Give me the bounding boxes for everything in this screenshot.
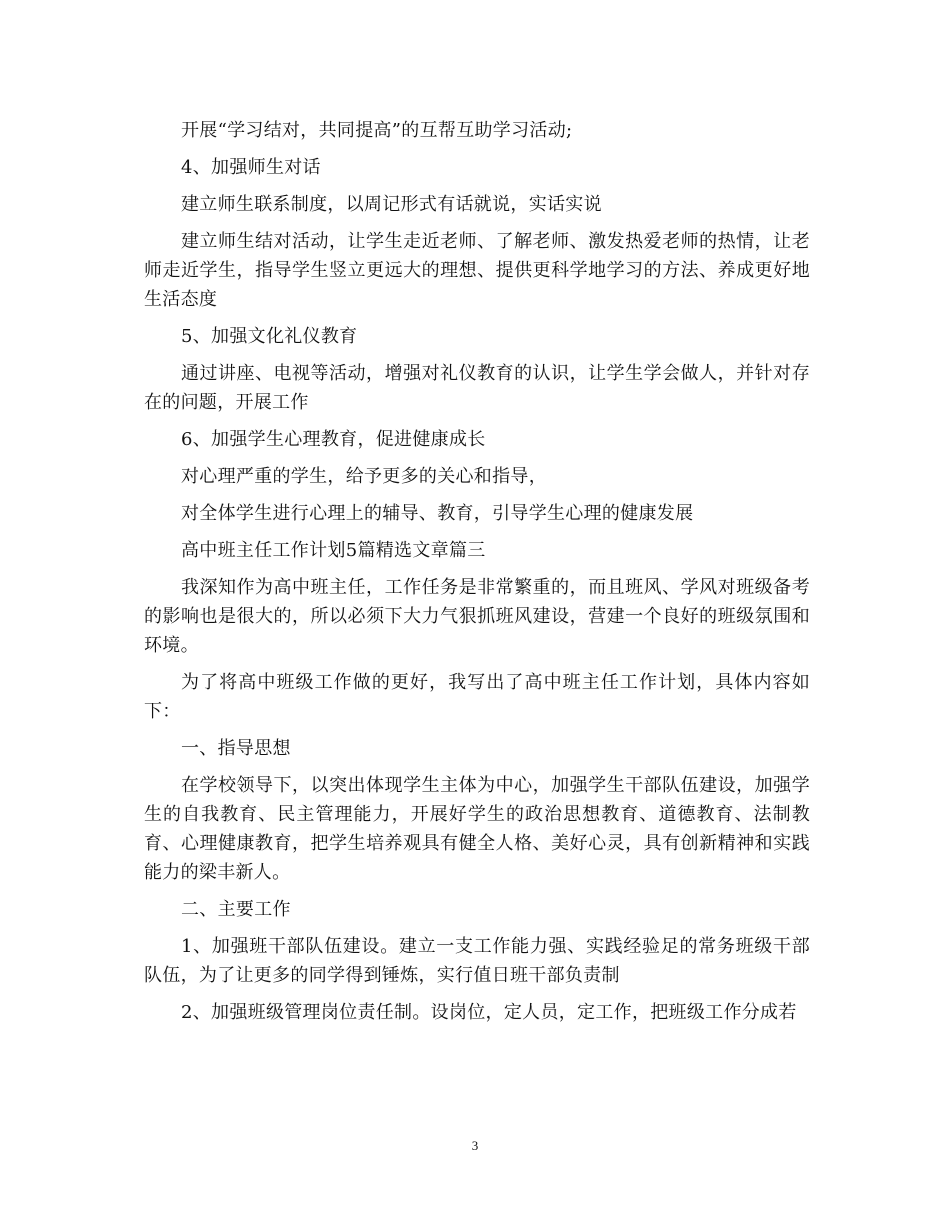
- document-body: [144, 116, 810, 1035]
- paragraph-cadre-team: 1、加强班干部队伍建设。建立一支工作能力强、实践经验足的常务班级干部队伍，为了让更多的同学得到锤炼，实行值日班干部负责制: [144, 936, 810, 986]
- heading-main-work: 二、主要工作: [181, 899, 291, 920]
- paragraph-study-pairing: 开展“学习结对，共同提高”的互帮互助学习活动;: [181, 120, 573, 141]
- paragraph-contact-system: 建立师生联系制度，以周记形式有话就说，实话实说: [181, 194, 602, 215]
- paragraph-post-responsibility: 2、加强班级管理岗位责任制。设岗位，定人员，定工作，把班级工作分成若: [181, 1002, 797, 1023]
- heading-etiquette-education: 5、加强文化礼仪教育: [181, 326, 358, 347]
- article-section-title: 高中班主任工作计划5篇精选文章篇三: [181, 540, 486, 561]
- page-number: 3: [471, 1138, 479, 1153]
- paragraph-all-students-guidance: 对全体学生进行心理上的辅导、教育，引导学生心理的健康发展: [181, 503, 694, 524]
- paragraph-serious-cases: 对心理严重的学生，给予更多的关心和指导，: [181, 466, 547, 487]
- heading-teacher-student-dialogue: 4、加强师生对话: [181, 157, 321, 178]
- heading-guiding-ideology: 一、指导思想: [181, 738, 291, 759]
- paragraph-class-atmosphere: 我深知作为高中班主任，工作任务是非常繁重的，而且班风、学风对班级备考的影响也是很大的，所以必须下大力气狠抓班风建设，营建一个良好的班级氛围和环境。: [144, 577, 810, 656]
- paragraph-lectures-tv: 通过讲座、电视等活动，增强对礼仪教育的认识，让学生学会做人，并针对存在的问题，开展工作: [144, 363, 810, 413]
- paragraph-pairing-activity: 建立师生结对活动，让学生走近老师、了解老师、激发热爱老师的热情，让老师走近学生，指导学生竖立更远大的理想、提供更科学地学习的方法、养成更好地生活态度: [144, 231, 810, 310]
- paragraph-guiding-ideology: 在学校领导下，以突出体现学生主体为中心，加强学生干部队伍建设，加强学生的自我教育、民主管理能力，开展好学生的政治思想教育、道德教育、法制教育、心理健康教育，把学生培养观具有健全人格、美好心灵，具有创新精神和实践能力的梁丰新人。: [144, 775, 810, 883]
- paragraph-plan-intro: 为了将高中班级工作做的更好，我写出了高中班主任工作计划，具体内容如下：: [144, 672, 810, 722]
- heading-psychological-education: 6、加强学生心理教育，促进健康成长: [181, 429, 486, 450]
